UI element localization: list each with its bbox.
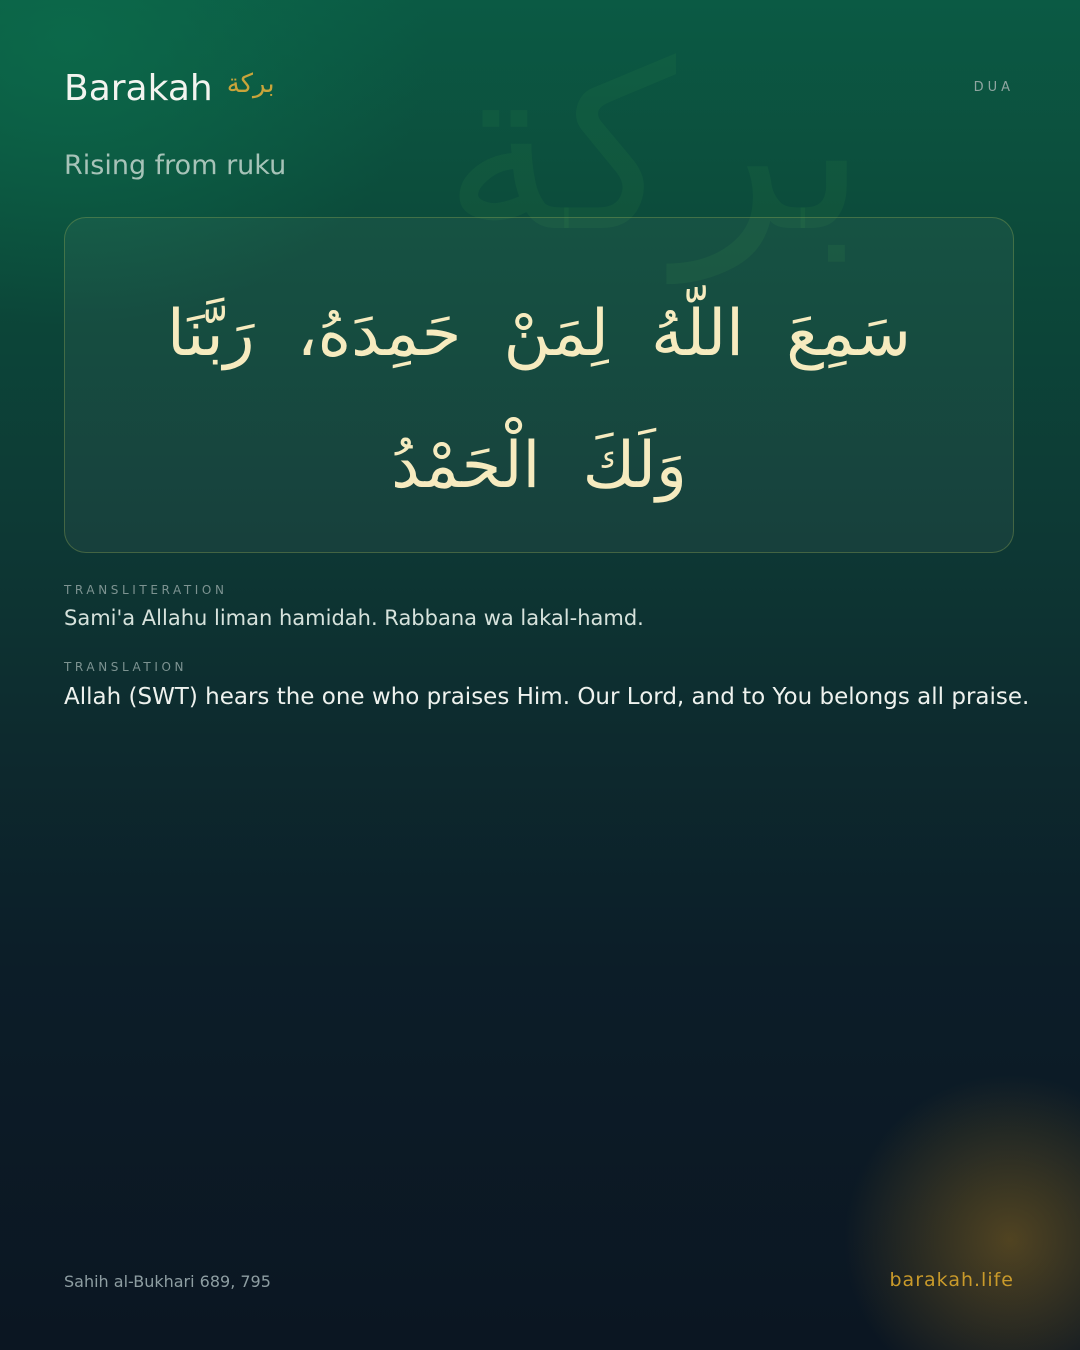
brand-arabic: بركة: [226, 69, 275, 99]
translation-text: Allah (SWT) hears the one who praises Him. Our Lord, and to You belongs all praise.: [64, 684, 1030, 710]
watermark-arabic: بركة: [443, 16, 867, 283]
dua-card: [64, 217, 1014, 553]
translation-label: TRANSLATION: [64, 660, 188, 674]
brand: [64, 66, 275, 112]
transliteration-label: TRANSLITERATION: [64, 583, 228, 597]
website-link[interactable]: barakah.life: [889, 1269, 1014, 1291]
page-title: Rising from ruku: [64, 150, 287, 181]
source-citation: Sahih al-Bukhari 689, 795: [64, 1272, 271, 1291]
category-label: DUA: [973, 80, 1014, 95]
transliteration-text: Sami'a Allahu liman hamidah. Rabbana wa lakal-hamd.: [64, 606, 644, 630]
brand-name: Barakah: [64, 68, 213, 109]
dua-arabic-text: سَمِعَ اللّهُ لِمَنْ حَمِدَهُ، رَبَّنَا وَلَكَ الْحَمْدُ: [167, 297, 911, 503]
